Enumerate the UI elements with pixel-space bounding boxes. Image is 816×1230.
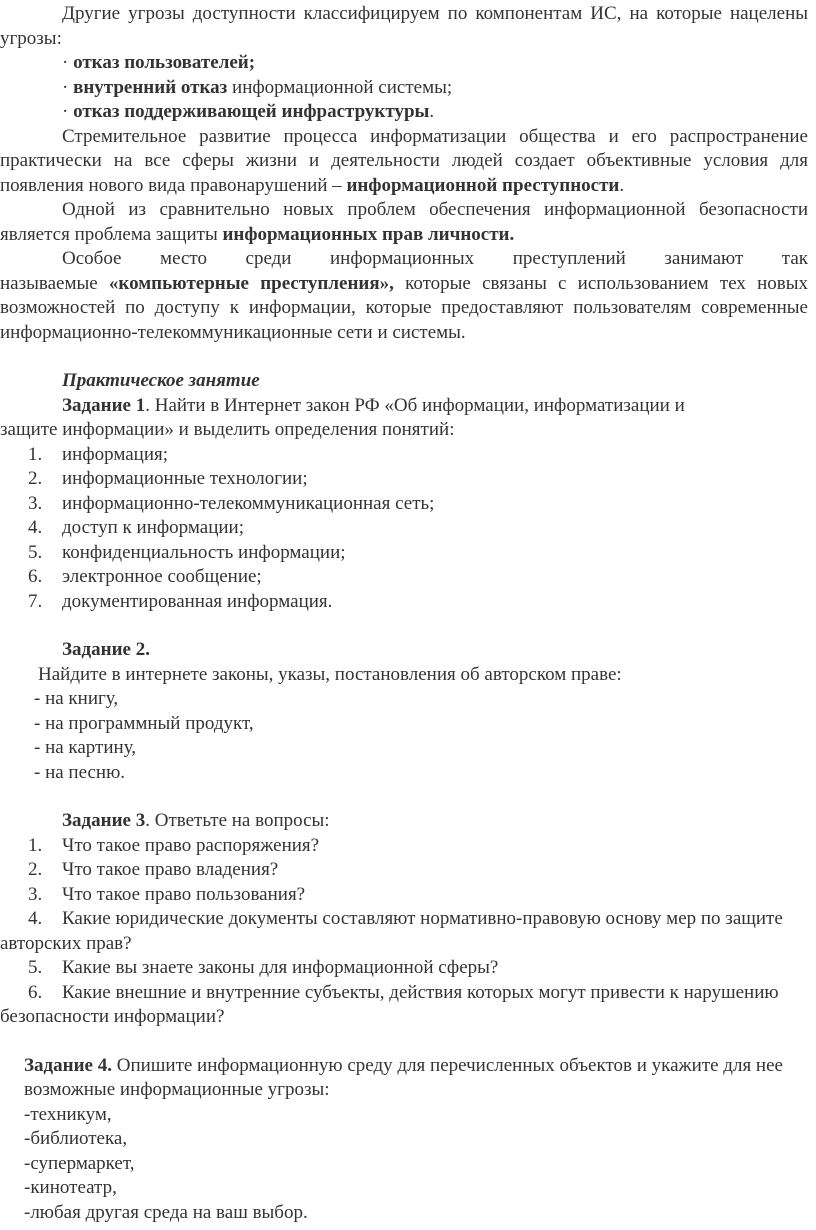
list-item: -супермаркет, [24,1152,135,1174]
list-number: 4. [28,517,43,538]
bullet-text: . [429,101,435,122]
list-text: Какие внешние и внутренние субъекты, действия которых могут привести к нарушению безопасности информации? [0,981,779,1027]
list-text: информационные технологии; [62,468,308,489]
list-number: 3. [28,492,43,514]
paragraph-text: Стремительное развитие процесса информатизации общества и его распространение практически на все сферы жизни и деятельности людей создает объективные условия для появления нового вида правонарушений – [0,125,808,196]
paragraph-computer-crimes [0,272,816,346]
task1-paragraph-cont [0,418,816,443]
bullet-item [0,100,816,125]
list-number: 2. [28,468,43,489]
list-item [0,834,816,859]
bullet-mark: · [62,52,69,73]
list-number: 3. [28,883,43,905]
bullet-mark: · [62,76,69,98]
list-text: Что такое право распоряжения? [62,834,320,856]
list-item [0,858,816,883]
spacer [0,785,816,809]
task2-title [0,638,816,663]
list-item: - на картину, [34,737,137,758]
task4-paragraph [0,1054,816,1103]
bullet-mark: · [62,101,69,122]
bullet-bold-text: отказ пользователей; [73,52,256,73]
list-text: Какие юридические документы составляют нормативно-правовую основу мер по защите авторских прав? [0,908,783,954]
list-item: -библиотека, [24,1128,128,1149]
task-title: Задание 4. [24,1054,112,1076]
list-text: информационно-телекоммуникационная сеть; [62,492,435,514]
list-text: конфиденциальность информации; [62,541,346,563]
list-item [0,981,816,1030]
paragraph-bold-text: информационной преступности [346,174,620,196]
list-item: - на программный продукт, [34,712,254,734]
paragraph-bold-text: «компьютерные преступления», [108,272,394,294]
list-item [0,883,816,908]
bullet-bold-text: отказ поддерживающей инфраструктуры [73,101,430,122]
bullet-item [0,76,816,101]
task-title: Задание 3 [62,810,146,831]
list-number: 6. [28,981,43,1003]
document-page [0,2,816,1225]
list-item: - на книгу, [34,688,119,709]
paragraph-text: Особое место среди информационных преступлений занимают так [62,248,808,269]
list-text: электронное сообщение; [62,566,262,587]
list-item: -техникум, [24,1103,112,1125]
list-number: 1. [28,443,43,465]
list-number: 6. [28,566,43,587]
list-text: документированная информация. [62,590,333,612]
task-title: Задание 1 [62,394,146,416]
task-title: Задание 2. [62,639,150,660]
list-number: 5. [28,541,43,563]
list-item [0,590,816,615]
paragraph-text: Одной из сравнительно новых проблем обеспечения информационной безопасности является проблема защиты [0,199,808,245]
task-text: . Ответьте на вопросы: [145,810,330,831]
spacer [0,345,816,369]
task3-list [0,834,816,1030]
list-number: 2. [28,859,43,880]
list-text: Какие вы знаете законы для информационной сферы? [62,957,499,978]
intro-text: Другие угрозы доступности классифицируем по компонентам ИС, на которые нацелены угрозы: [0,3,808,49]
paragraph-crime [0,125,816,199]
paragraph-rights [0,198,816,247]
list-item [0,907,816,956]
list-number: 1. [28,834,43,856]
task-text: Опишите информационную среду для перечисленных объектов и укажите для нее возможные информационные угрозы: [24,1054,783,1100]
section-heading: Практическое занятие [62,370,260,391]
list-item: -любая другая среда на ваш выбор. [24,1201,308,1223]
task-text: . Найти в Интернет закон РФ «Об информации, информатизации и [145,394,685,416]
list-item [0,467,816,492]
bullet-item [0,51,816,76]
list-item: -кинотеатр, [24,1177,117,1198]
intro-paragraph [0,2,816,51]
list-item [0,565,816,590]
spacer [0,1030,816,1054]
list-item [0,541,816,566]
list-text: доступ к информации; [62,517,244,538]
task1-paragraph [0,394,816,419]
task3-title [0,809,816,834]
list-item [0,492,816,517]
list-text: информация; [62,443,169,465]
list-item [0,443,816,468]
list-text: Что такое право владения? [62,859,279,880]
task1-list [0,443,816,615]
paragraph-computer-crimes-line1 [0,247,816,272]
list-number: 5. [28,957,43,978]
list-item [0,516,816,541]
task2-intro: Найдите в интернете законы, указы, постановления об авторском праве: [38,663,622,685]
bullet-text: информационной системы; [227,76,453,98]
list-number: 4. [28,908,43,929]
paragraph-bold-text: информационных прав личности. [222,223,515,245]
spacer [0,614,816,638]
list-text: Что такое право пользования? [62,883,306,905]
paragraph-text: называемые [0,272,109,294]
list-item: - на песню. [34,761,126,783]
bullet-bold-text: внутренний отказ [73,76,228,98]
task-text: защите информации» и выделить определения понятий: [0,419,455,440]
paragraph-text: которые связаны с использованием тех новых возможностей по доступу к информации, которые предоставляют пользователям современные информационно-телекоммуникационные сети и системы. [0,272,809,343]
list-item [0,956,816,981]
list-number: 7. [28,590,43,612]
paragraph-text: . [619,174,625,196]
